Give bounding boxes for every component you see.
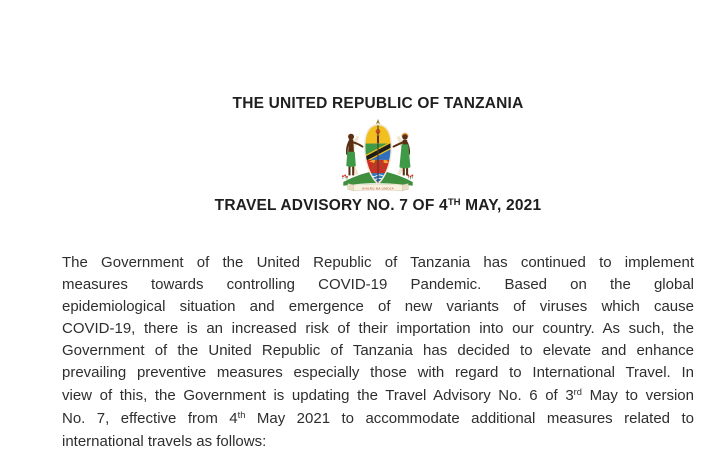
paragraph-line: prevailing preventive measures especially those with regard to International Travel. In: [62, 364, 694, 382]
advisory-paragraph: [62, 252, 694, 453]
advisory-title: TRAVEL ADVISORY NO. 7 OF 4TH MAY, 2021: [214, 197, 542, 214]
coat-of-arms-container: [62, 116, 694, 192]
motto-scroll: [348, 184, 409, 191]
tanzania-coat-of-arms: [330, 116, 426, 192]
paragraph-line: measures towards controlling COVID-19 Pandemic. Based on the global: [62, 276, 694, 294]
motto-text: UHURU NA UMOJA: [362, 186, 394, 191]
paragraph-line: The Government of the United Republic of Tanzania has continued to implement: [62, 254, 694, 271]
paragraph-line: view of this, the Government is updating the Travel Advisory No. 6 of 3rd May to version: [62, 386, 694, 404]
country-title: THE UNITED REPUBLIC OF TANZANIA: [232, 95, 524, 112]
paragraph-line: Government of the United Republic of Tanzania has decided to elevate and enhance: [62, 342, 694, 360]
paragraph-line: epidemiological situation and emergence of new variants of viruses which cause: [62, 298, 694, 316]
paragraph-line: COVID-19, there is an increased risk of their importation into our country. As such, the: [62, 320, 694, 338]
paragraph-line: No. 7, effective from 4th May 2021 to accommodate additional measures related to: [62, 409, 694, 427]
paragraph-line: international travels as follows:: [62, 432, 267, 450]
